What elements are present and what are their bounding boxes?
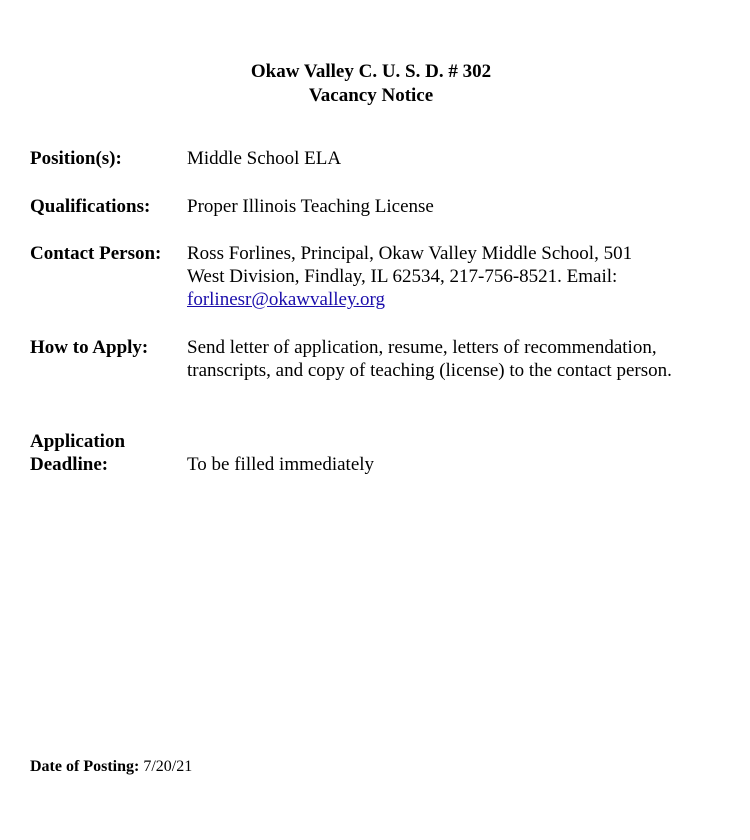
posting-label: Date of Posting: — [30, 758, 140, 775]
deadline-label-line-2: Deadline: — [30, 454, 109, 475]
deadline-text: To be filled immediately — [187, 454, 375, 475]
position-label: Position(s): — [30, 148, 122, 169]
notice-title: Vacancy Notice — [308, 85, 434, 106]
contact-line-1: Ross Forlines, Principal, Okaw Valley Middle School, 501 — [187, 243, 633, 264]
deadline-label-line-1: Application — [30, 431, 126, 452]
how-to-apply-label: How to Apply: — [30, 337, 149, 358]
contact-line-2: West Division, Findlay, IL 62534, 217-756-8521. Email: — [187, 266, 618, 287]
qualifications-value — [187, 195, 732, 218]
date-of-posting — [30, 757, 192, 777]
contact-email-link[interactable]: forlinesr@okawvalley.org — [187, 289, 385, 310]
position-text: Middle School ELA — [187, 148, 342, 169]
contact-value — [187, 242, 732, 311]
deadline-label — [30, 430, 125, 476]
district-title: Okaw Valley C. U. S. D. # 302 — [250, 61, 492, 82]
how-to-apply-line-2: transcripts, and copy of teaching (license) to the contact person. — [187, 360, 672, 381]
qualifications-label: Qualifications: — [30, 196, 151, 217]
notice-header — [0, 60, 742, 108]
how-to-apply-line-1: Send letter of application, resume, letters of recommendation, — [187, 337, 657, 358]
position-value — [187, 147, 732, 170]
posting-date: 7/20/21 — [143, 758, 193, 775]
deadline-value — [187, 453, 732, 476]
how-to-apply-value — [187, 336, 732, 382]
contact-label: Contact Person: — [30, 243, 162, 264]
qualifications-text: Proper Illinois Teaching License — [187, 196, 434, 217]
